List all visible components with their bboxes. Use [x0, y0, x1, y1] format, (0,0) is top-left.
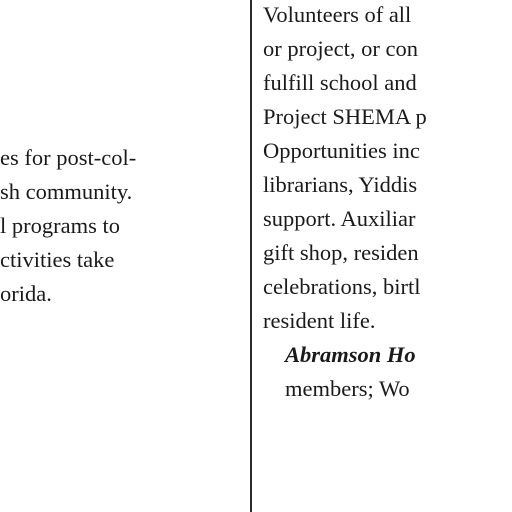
- right-text-line-6: librarians, Yiddis: [263, 172, 418, 197]
- right-text-line-2: or project, or con: [263, 36, 418, 61]
- left-text-line-4: ctivities take: [0, 247, 115, 272]
- right-text-line-9: celebrations, birtl: [263, 274, 421, 299]
- right-text-line-10: resident life.: [263, 308, 376, 333]
- column-divider: [250, 0, 252, 512]
- section-heading: Abramson Ho: [285, 342, 416, 367]
- right-text-line-5: Opportunities inc: [263, 138, 420, 163]
- right-text-line-8: gift shop, residen: [263, 240, 419, 265]
- right-text-line-7: support. Auxiliar: [263, 206, 416, 231]
- right-text-line-12: members; Wo: [285, 376, 410, 401]
- right-text-line-4: Project SHEMA p: [263, 104, 427, 129]
- left-text-line-5: orida.: [0, 281, 52, 306]
- left-text-line-3: l programs to: [0, 213, 120, 238]
- right-column: [253, 0, 512, 512]
- left-text-line-2: sh community.: [0, 179, 133, 204]
- right-text-line-1: Volunteers of all: [263, 2, 412, 27]
- left-column: [0, 0, 252, 512]
- right-text-line-3: fulfill school and: [263, 70, 417, 95]
- left-text-line-1: es for post-col-: [0, 145, 137, 170]
